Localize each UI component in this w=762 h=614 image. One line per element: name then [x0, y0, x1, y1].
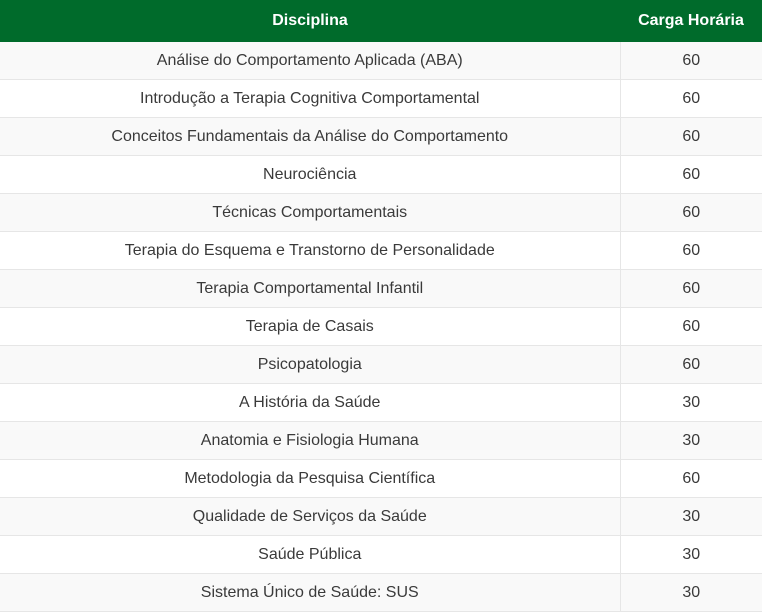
table-row [0, 232, 762, 270]
hours-cell: 60 [620, 156, 762, 194]
table-row [0, 156, 762, 194]
hours-cell: 60 [620, 270, 762, 308]
discipline-cell: Análise do Comportamento Aplicada (ABA) [0, 42, 620, 80]
hours-cell: 60 [620, 194, 762, 232]
discipline-cell: Terapia do Esquema e Transtorno de Personalidade [0, 232, 620, 270]
table-row [0, 384, 762, 422]
discipline-cell: Saúde Pública [0, 536, 620, 574]
hours-cell: 30 [620, 422, 762, 460]
discipline-cell: Terapia de Casais [0, 308, 620, 346]
hours-cell: 60 [620, 460, 762, 498]
hours-cell: 30 [620, 498, 762, 536]
hours-cell: 60 [620, 346, 762, 384]
table-row [0, 460, 762, 498]
table-header [0, 0, 762, 42]
header-row [0, 0, 762, 42]
table-row [0, 422, 762, 460]
hours-cell: 60 [620, 308, 762, 346]
table-row [0, 346, 762, 384]
discipline-cell: Conceitos Fundamentais da Análise do Comportamento [0, 118, 620, 156]
hours-cell: 60 [620, 80, 762, 118]
table-row [0, 118, 762, 156]
discipline-cell: Técnicas Comportamentais [0, 194, 620, 232]
discipline-cell: Qualidade de Serviços da Saúde [0, 498, 620, 536]
column-header-hours: Carga Horária [620, 0, 762, 42]
hours-cell: 30 [620, 536, 762, 574]
hours-cell: 60 [620, 42, 762, 80]
hours-cell: 60 [620, 232, 762, 270]
discipline-cell: Introdução a Terapia Cognitiva Comportamental [0, 80, 620, 118]
discipline-cell: Psicopatologia [0, 346, 620, 384]
table-row [0, 498, 762, 536]
table-row [0, 574, 762, 612]
discipline-cell: A História da Saúde [0, 384, 620, 422]
discipline-cell: Anatomia e Fisiologia Humana [0, 422, 620, 460]
hours-cell: 60 [620, 118, 762, 156]
discipline-cell: Metodologia da Pesquisa Científica [0, 460, 620, 498]
table-row [0, 42, 762, 80]
column-header-discipline: Disciplina [0, 0, 620, 42]
table-row [0, 80, 762, 118]
table-row [0, 308, 762, 346]
discipline-cell: Sistema Único de Saúde: SUS [0, 574, 620, 612]
discipline-cell: Neurociência [0, 156, 620, 194]
hours-cell: 30 [620, 574, 762, 612]
table-row [0, 270, 762, 308]
discipline-cell: Terapia Comportamental Infantil [0, 270, 620, 308]
table-row [0, 536, 762, 574]
table-row [0, 194, 762, 232]
hours-cell: 30 [620, 384, 762, 422]
table-body [0, 42, 762, 612]
